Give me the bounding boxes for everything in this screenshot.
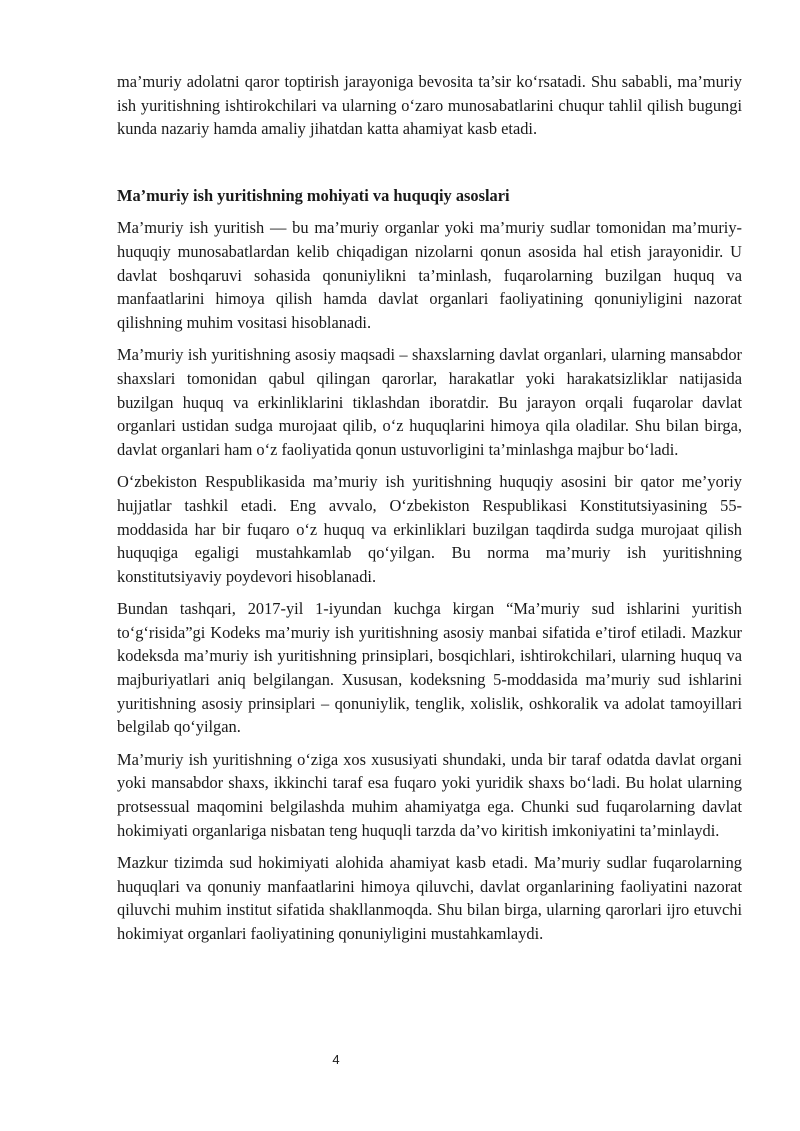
- body-paragraph-4: Bundan tashqari, 2017-yil 1-iyundan kuchga kirgan “Ma’muriy sud ishlarini yuritish to‘g‘risida”gi Kodeks ma’muriy ish yuritishning asosiy manbai sifatida e’tirof etiladi. Mazkur kodeksda ma’muriy ish yuritishning prinsiplari, bosqichlari, ishtirokchilari, ularning huquq va majburiyatlari aniq belgilangan. Xususan, kodeksning 5-moddasida ma’muriy sud ishlarini yuritishning asosiy prinsiplari – qonuniylik, tenglik, xolislik, oshkoralik va adolat tamoyillari belgilab qo‘yilgan.: [117, 599, 742, 737]
- body-paragraph-3: O‘zbekiston Respublikasida ma’muriy ish yuritishning huquqiy asosini bir qator me’yoriy hujjatlar tashkil etadi. Eng avvalo, O‘zbekiston Respublikasi Konstitutsiyasining 55-moddasida har bir fuqaro o‘z huquq va erkinliklari buzilgan taqdirda sudga murojaat qilish huquqiga egaligi mustahkamlab qo‘yilgan. Bu norma ma’muriy ish yuritishning konstitutsiyaviy poydevori hisoblanadi.: [117, 472, 742, 586]
- body-paragraph-1: Ma’muriy ish yuritish — bu ma’muriy organlar yoki ma’muriy sudlar tomonidan ma’muriy-huquqiy munosabatlardan kelib chiqadigan nizolarni qonun asosida hal etish jarayonidir. U davlat boshqaruvi sohasida qonuniylikni ta’minlash, fuqarolarning buzilgan huquq va manfaatlarini himoya qilish hamda davlat organlari faoliyatining qonuniyligini nazorat qilishning muhim vositasi hisoblanadi.: [117, 218, 742, 332]
- body-paragraph-6: Mazkur tizimda sud hokimiyati alohida ahamiyat kasb etadi. Ma’muriy sudlar fuqarolarning huquqlari va qonuniy manfaatlarini himoya qiluvchi, davlat organlarining faoliyatini nazorat qiluvchi muhim institut sifatida shakllanmoqda. Shu bilan birga, ularning qarorlari ijro etuvchi hokimiyat organlari faoliyatining qonuniyligini mustahkamlaydi.: [117, 853, 742, 943]
- page-number: 4: [332, 1052, 340, 1067]
- body-paragraph-5: Ma’muriy ish yuritishning o‘ziga xos xususiyati shundaki, unda bir taraf odatda davlat organi yoki mansabdor shaxs, ikkinchi taraf esa fuqaro yoki yuridik shaxs bo‘ladi. Bu holat ularning protsessual maqomini belgilashda muhim ahamiyatga ega. Chunki sud fuqarolarning davlat hokimiyati organlariga nisbatan teng huquqli tarzda da’vo kiritish imkoniyatini ta’minlaydi.: [117, 749, 742, 840]
- section-heading: Ma’muriy ish yuritishning mohiyati va huquqiy asoslari: [117, 185, 510, 205]
- body-paragraph-2: Ma’muriy ish yuritishning asosiy maqsadi – shaxslarning davlat organlari, ularning mansabdor shaxslari tomonidan qabul qilingan qarorlar, harakatlar yoki harakatsizliklar natijasida buzilgan huquq va erkinliklarini tiklashdan iboratdir. Bu jarayon orqali fuqarolar davlat organlari ustidan sudga murojaat qilib, o‘z huquqlarini himoya qila oladilar. Shu bilan birga, davlat organlari ham o‘z faoliyatida qonun ustuvorligini ta’minlashga majbur bo‘ladi.: [117, 345, 742, 459]
- intro-paragraph: ma’muriy adolatni qaror toptirish jarayoniga bevosita ta’sir ko‘rsatadi. Shu sababli, ma’muriy ish yuritishning ishtirokchilari va ularning o‘zaro munosabatlarini chuqur tahlil qilish bugungi kunda nazariy hamda amaliy jihatdan katta ahamiyat kasb etadi.: [117, 72, 742, 139]
- document-page: [117, 70, 742, 955]
